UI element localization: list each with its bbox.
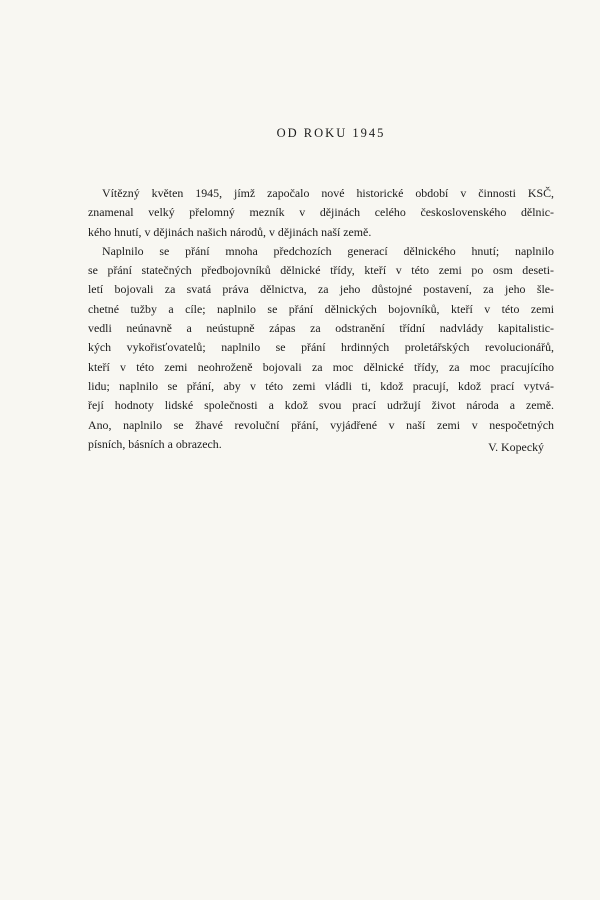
page-content <box>88 126 554 455</box>
paragraph-line: kých vykořisťovatelů; naplnilo se přání hrdinných proletářských revolucionářů, <box>88 340 554 355</box>
signature: V. Kopecký <box>488 440 544 455</box>
paragraph-line: znamenal velký přelomný mezník v dějinách celého československého dělnic- <box>88 205 554 220</box>
paragraph-line: chetné tužby a cíle; naplnilo se přání dělnických bojovníků, kteří v této zemi <box>88 301 554 316</box>
page-title: OD ROKU 1945 <box>276 126 386 140</box>
paragraph-line: Naplnilo se přání mnoha předchozích generací dělnického hnutí; naplnilo <box>102 243 554 258</box>
paragraph-2 <box>88 242 554 454</box>
paragraph-line: Vítězný květen 1945, jímž započalo nové historické období v činnosti KSČ, <box>102 186 554 200</box>
paragraph-line: se přání statečných předbojovníků dělnické třídy, kteří v této zemi po osm deseti- <box>88 263 554 278</box>
paragraph-line: kého hnutí, v dějinách našich národů, v dějinách naší země. <box>88 224 372 239</box>
paragraph-line: letí bojovali za svatá práva dělnictva, za jeho důstojné postavení, za jeho šle- <box>88 282 554 297</box>
paragraph-line: řejí hodnoty lidské společnosti a kdož svou prací udržují život národa a země. <box>88 398 554 413</box>
paragraph-line: vedli neúnavně a neústupně zápas za odstranění třídní nadvlády kapitalistic- <box>88 321 554 336</box>
paragraph-line: Ano, naplnilo se žhavé revoluční přání, vyjádřené v naší zemi v nespočetných <box>88 417 554 432</box>
paragraph-1 <box>88 184 554 242</box>
paragraph-line: lidu; naplnilo se přání, aby v této zemi vládli ti, kdož pracují, kdož prací vytvá- <box>88 378 554 393</box>
paragraph-line: písních, básních a obrazech. <box>88 436 222 451</box>
paragraph-line: kteří v této zemi neohroženě bojovali za moc dělnické třídy, za moc pracujícího <box>88 359 554 374</box>
